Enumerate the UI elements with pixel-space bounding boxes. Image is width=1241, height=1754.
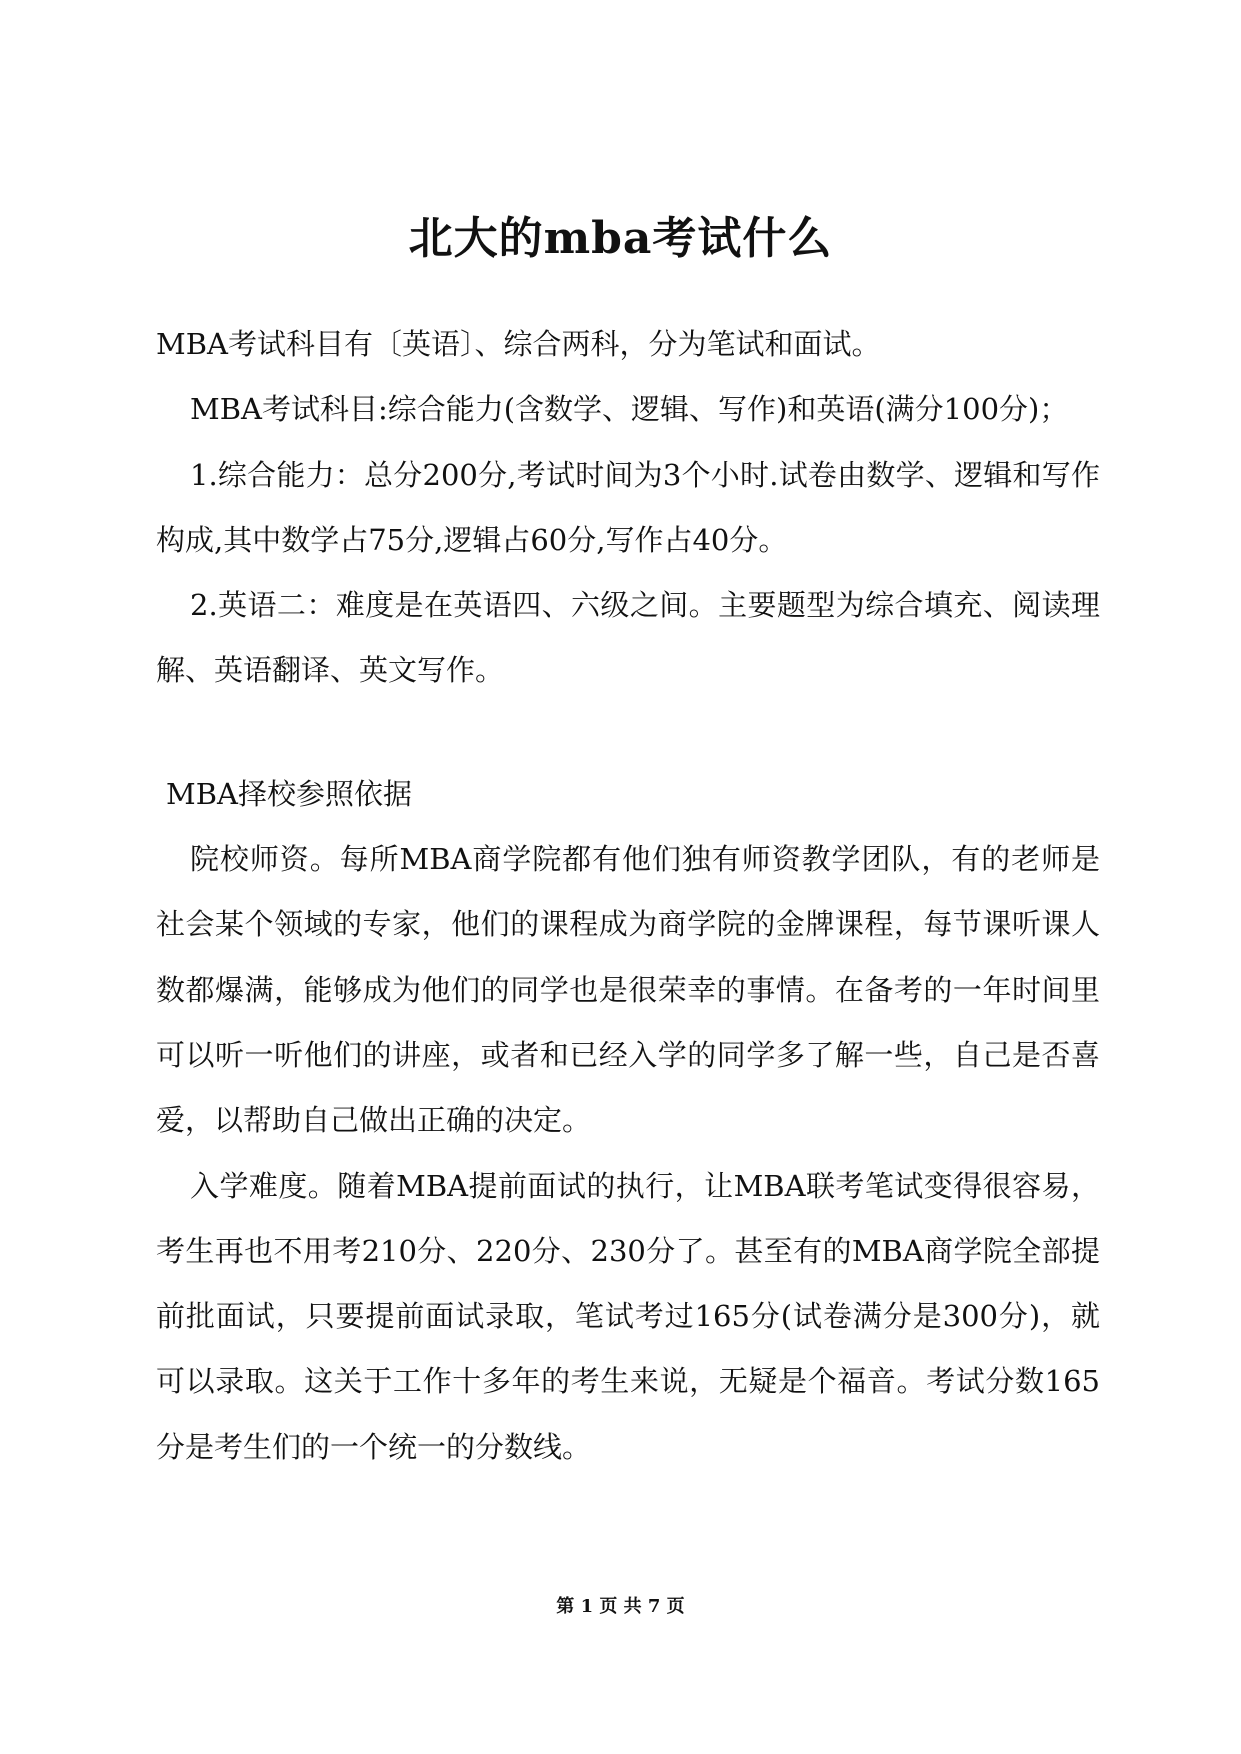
paragraph-gap [156,704,1100,762]
paragraph-admission-difficulty: 入学难度。随着MBA提前面试的执行，让MBA联考笔试变得很容易，考生再也不用考210分、220分、230分了。甚至有的MBA商学院全部提前批面试，只要提前面试录取，笔试考过165分(试卷满分是300分)，就可以录取。这关于工作十多年的考生来说，无疑是个福音。考试分数165分是考生们的一个统一的分数线。 [156,1168,1100,1464]
paragraph-exam-subjects: MBA考试科目有〔英语〕、综合两科，分为笔试和面试。 [156,327,881,361]
paragraph-exam-subjects-detail: MBA考试科目:综合能力(含数学、逻辑、写作)和英语(满分100分)； [190,392,1069,427]
paragraph-english-two: 2.英语二：难度是在英语四、六级之间。主要题型为综合填充、阅读理解、英语翻译、英文写作。 [156,588,1100,688]
page-number-footer: 第 1 页 共 7 页 [556,1596,685,1617]
document-body [156,312,1100,1480]
paragraph-faculty: 院校师资。每所MBA商学院都有他们独有师资教学团队，有的老师是社会某个领域的专家，他们的课程成为商学院的金牌课程，每节课听课人数都爆满，能够成为他们的同学也是很荣幸的事情。在备考的一年时间里可以听一听他们的讲座，或者和已经入学的同学多了解一些，自己是否喜爱，以帮助自己做出正确的决定。 [156,842,1100,1138]
section-heading-school-choice: MBA择校参照依据 [166,776,412,811]
paragraph-comprehensive-ability: 1.综合能力：总分200分,考试时间为3个小时.试卷由数学、逻辑和写作构成,其中数学占75分,逻辑占60分,写作占40分。 [156,457,1100,557]
page-title: 北大的mba考试什么 [408,213,833,265]
